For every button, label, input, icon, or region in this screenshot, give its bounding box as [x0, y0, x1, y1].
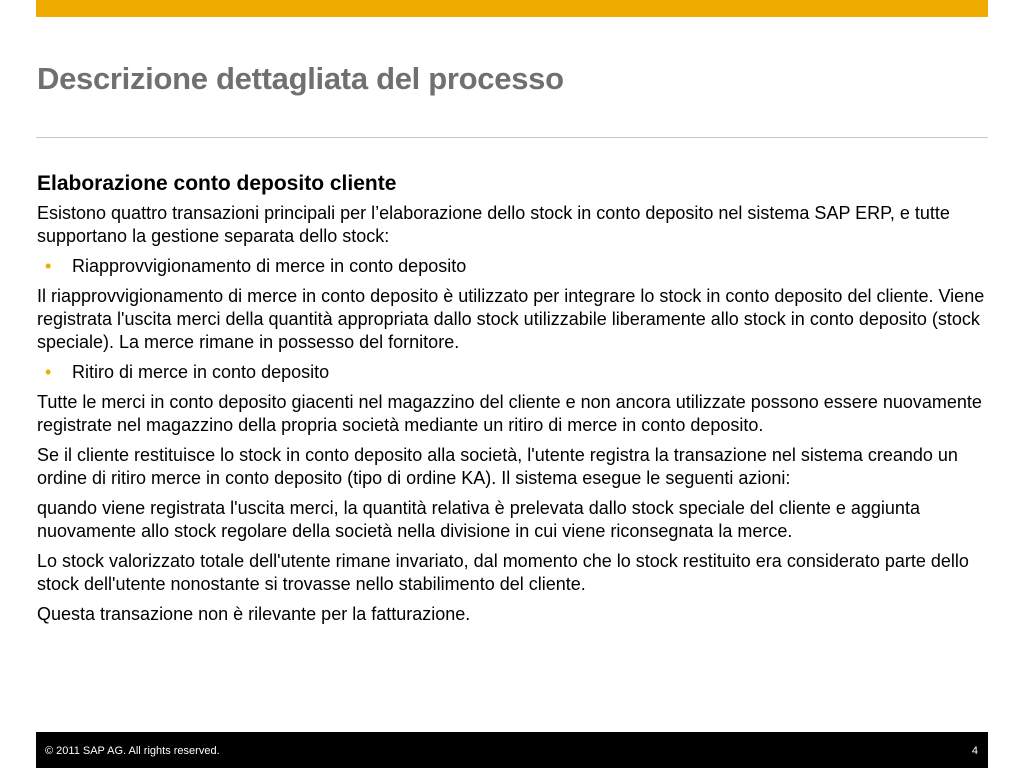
- slide-content: [37, 170, 987, 633]
- paragraph: Esistono quattro transazioni principali per l’elaborazione dello stock in conto deposito nel sistema SAP ERP, e tutte supportano la gestione separata dello stock:: [37, 203, 950, 246]
- title-divider: [36, 137, 988, 138]
- slide-title: Descrizione dettagliata del processo: [37, 61, 564, 96]
- copyright-text: © 2011 SAP AG. All rights reserved.: [45, 745, 220, 757]
- paragraph: Questa transazione non è rilevante per la fatturazione.: [37, 604, 471, 624]
- bullet-dot-icon: •: [45, 362, 52, 382]
- section-heading: Elaborazione conto deposito cliente: [37, 172, 397, 195]
- paragraph: quando viene registrata l'uscita merci, la quantità relativa è prelevata dallo stock speciale del cliente e aggiunta nuovamente allo stock regolare della società nella divisione in cui viene riconsegnata la merce.: [37, 498, 920, 541]
- paragraph: Tutte le merci in conto deposito giacenti nel magazzino del cliente e non ancora utilizzate possono essere nuovamente registrate nel magazzino della propria società mediante un ritiro di merce in conto deposito.: [37, 392, 982, 435]
- paragraph: Lo stock valorizzato totale dell'utente rimane invariato, dal momento che lo stock restituito era considerato parte dello stock dell'utente nonostante si trovasse nello stabilimento del cliente.: [37, 551, 969, 594]
- bullet-item: [37, 361, 987, 384]
- bullet-dot-icon: •: [45, 256, 52, 276]
- paragraph: Il riapprovvigionamento di merce in conto deposito è utilizzato per integrare lo stock in conto deposito del cliente. Viene registrata l'uscita merci della quantità appropriata dallo stock utilizzabile liberamente allo stock in conto deposito (stock speciale). La merce rimane in possesso del fornitore.: [37, 286, 985, 352]
- bullet-text: Riapprovvigionamento di merce in conto deposito: [72, 256, 467, 276]
- bullet-text: Ritiro di merce in conto deposito: [72, 362, 330, 382]
- page-number: 4: [971, 745, 978, 757]
- top-accent-bar: [36, 0, 988, 17]
- bullet-item: [37, 255, 987, 278]
- footer-bar: [36, 732, 988, 768]
- paragraph: Se il cliente restituisce lo stock in conto deposito alla società, l'utente registra la transazione nel sistema creando un ordine di ritiro merce in conto deposito (tipo di ordine KA). Il sistema esegue le seguenti azioni:: [37, 445, 958, 488]
